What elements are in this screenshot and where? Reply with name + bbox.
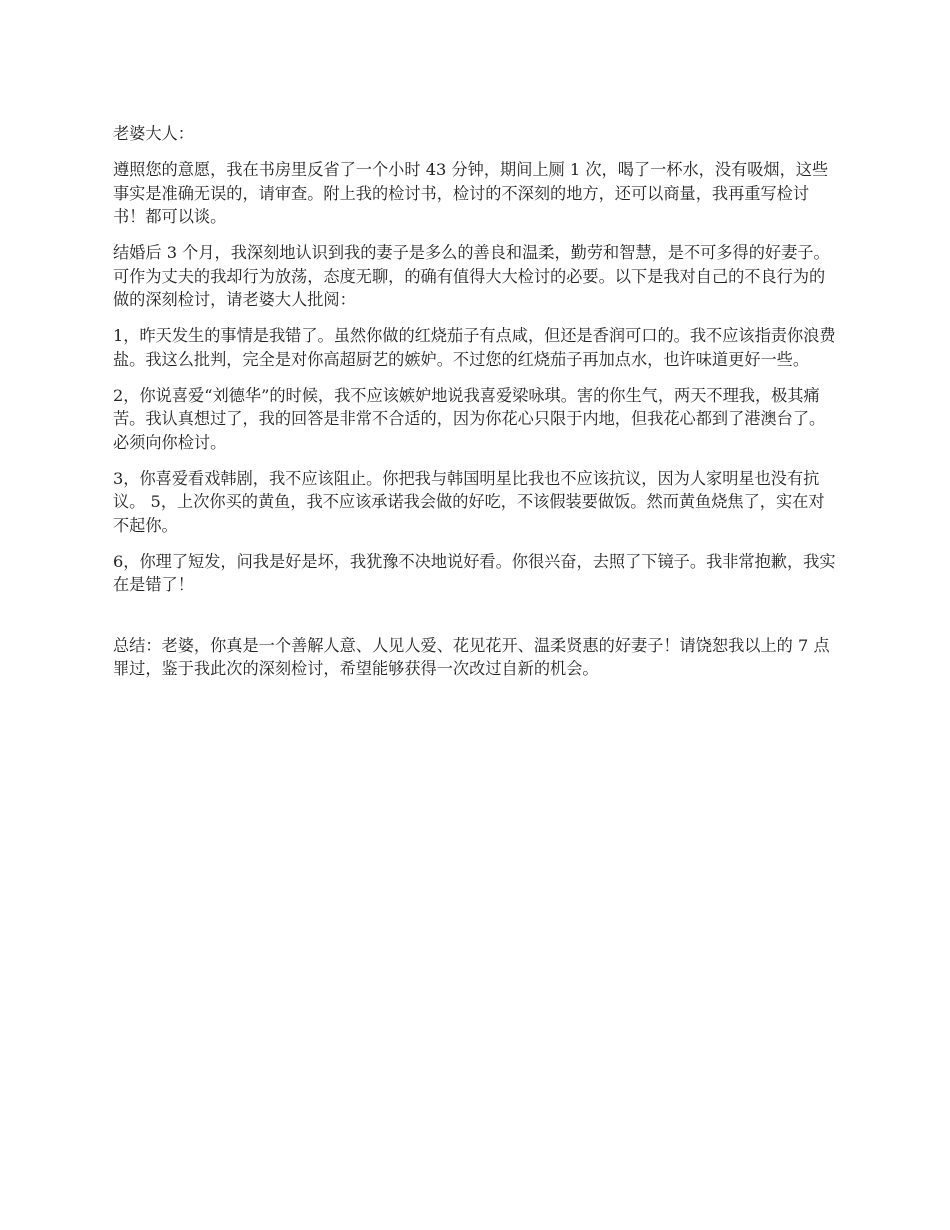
apology-item-3: 3，你喜爱看戏韩剧，我不应该阻止。你把我与韩国明星比我也不应该抗议，因为人家明星也没有抗议。 5，上次你买的黄鱼，我不应该承诺我会做的好吃，不该假装要做饭。然而黄鱼烧焦了，实在对不起你。 <box>113 468 825 535</box>
salutation: 老婆大人： <box>113 124 194 143</box>
apology-item-1: 1，昨天发生的事情是我错了。虽然你做的红烧茄子有点咸，但还是香润可口的。我不应该指责你浪费盐。我这么批判，完全是对你高超厨艺的嫉妒。不过您的红烧茄子再加点水，也许味道更好一些。 <box>113 326 836 369</box>
letter-document <box>113 122 840 693</box>
intro-paragraph: 遵照您的意愿，我在书房里反省了一个小时 43 分钟，期间上厕 1 次，喝了一杯水，没有吸烟，这些事实是准确无误的，请审查。附上我的检讨书，检讨的不深刻的地方，还可以商量，我再重写检讨书！都可以谈。 <box>113 160 829 226</box>
reflection-paragraph: 结婚后 3 个月，我深刻地认识到我的妻子是多么的善良和温柔，勤劳和智慧，是不可多得的好妻子。可作为丈夫的我却行为放荡，态度无聊，的确有值得大大检讨的必要。以下是我对自己的不良行为的做的深刻检讨，请老婆大人批阅： <box>113 243 830 309</box>
apology-item-2: 2，你说喜爱“刘德华”的时候，我不应该嫉妒地说我喜爱梁咏琪。害的你生气，两天不理我，极其痛苦。我认真想过了，我的回答是非常不合适的，因为你花心只限于内地，但我花心都到了港澳台了。必须向你检讨。 <box>113 385 826 452</box>
apology-item-6: 6，你理了短发，问我是好是坏，我犹豫不决地说好看。你很兴奋，去照了下镜子。我非常抱歉，我实在是错了！ <box>113 551 836 594</box>
conclusion-paragraph: 总结：老婆，你真是一个善解人意、人见人爱、花见花开、温柔贤惠的好妻子！请饶恕我以上的 7 点罪过，鉴于我此次的深刻检讨，希望能够获得一次改过自新的机会。 <box>113 635 830 678</box>
